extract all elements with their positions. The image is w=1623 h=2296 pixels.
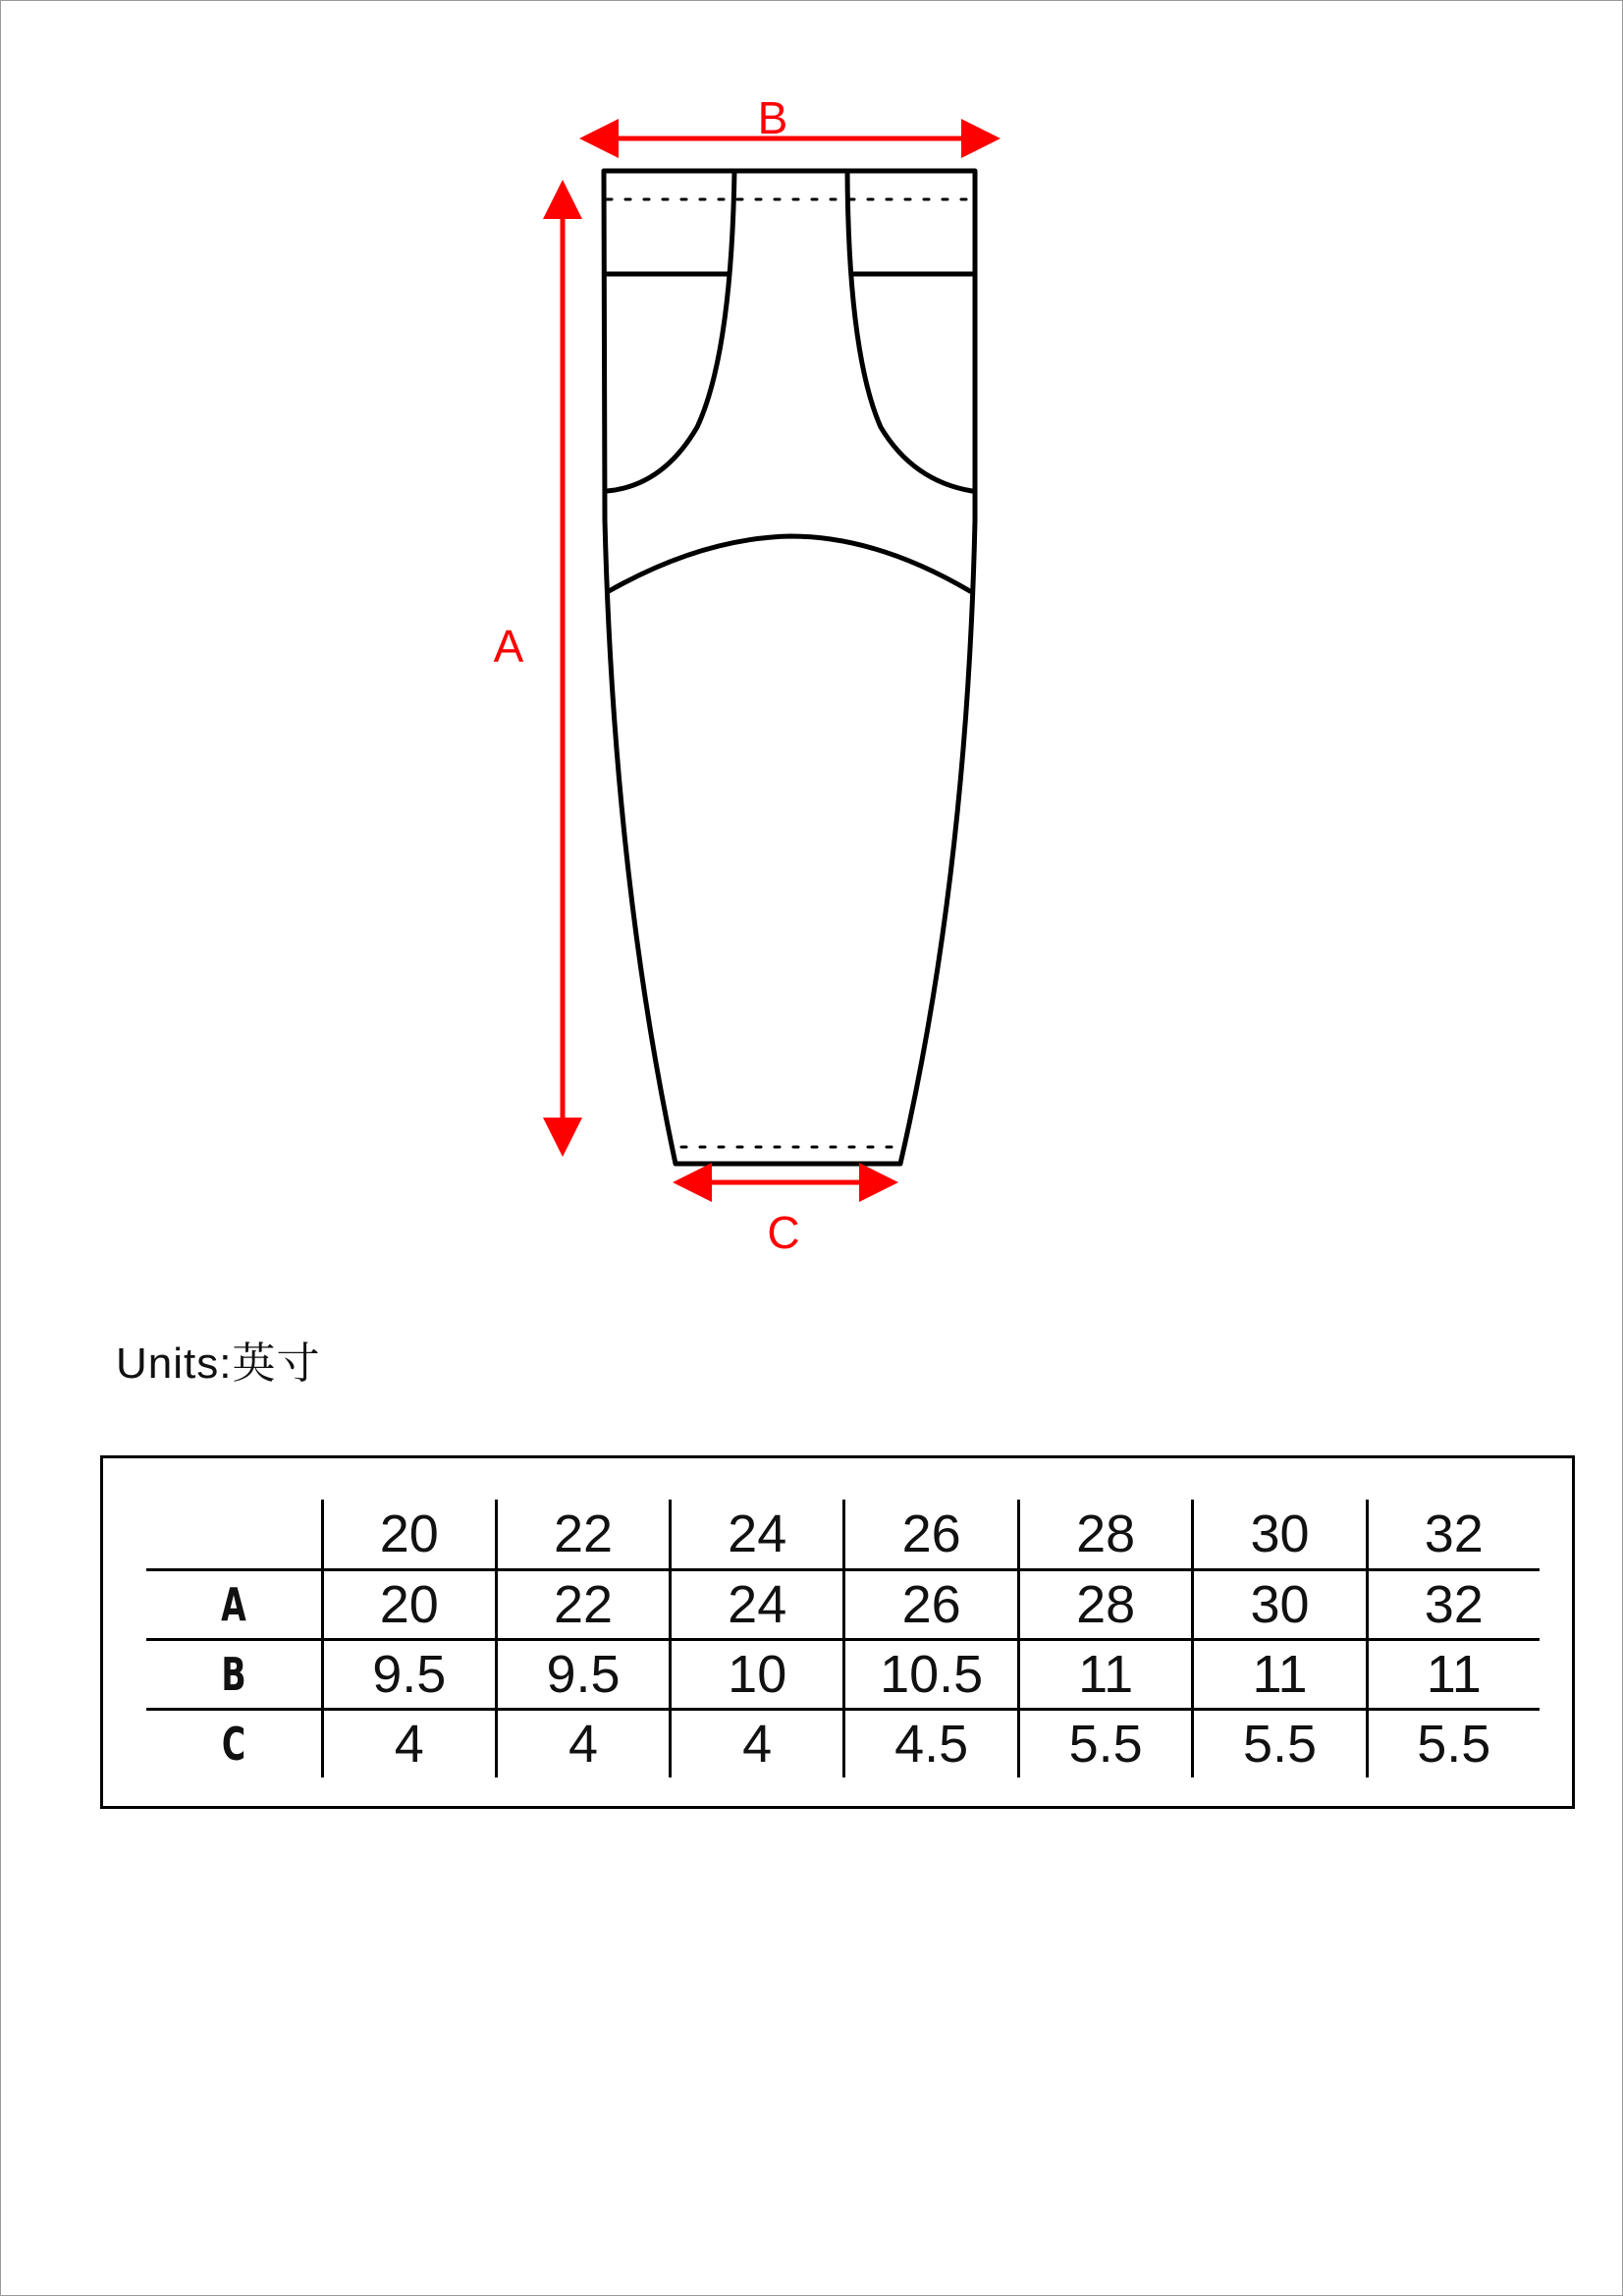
table-cell: 11 <box>1367 1640 1540 1710</box>
table-cell: 10 <box>671 1640 844 1710</box>
header-size-cell: 30 <box>1193 1500 1367 1570</box>
pants-outline <box>604 171 975 1164</box>
table-row <box>146 1710 1540 1778</box>
table-cell: 5.5 <box>1367 1710 1540 1778</box>
table-cell: 28 <box>1019 1570 1193 1640</box>
table-header-row <box>146 1500 1540 1570</box>
table-cell: 10.5 <box>844 1640 1019 1710</box>
dimension-label-b: B <box>757 92 788 143</box>
dimension-arrows <box>563 138 966 1182</box>
row-label-b: B <box>171 1640 298 1710</box>
right-pocket-curve <box>847 171 972 491</box>
row-label-a: A <box>171 1570 298 1640</box>
table-cell: 24 <box>671 1570 844 1640</box>
table-cell: 11 <box>1019 1640 1193 1710</box>
table-cell: 4 <box>671 1710 844 1778</box>
table-cell: 20 <box>322 1570 496 1640</box>
header-size-cell: 24 <box>671 1500 844 1570</box>
left-pocket-curve <box>607 171 734 491</box>
table-cell: 5.5 <box>1193 1710 1367 1778</box>
dimension-label-c: C <box>767 1207 800 1258</box>
header-size-cell: 26 <box>844 1500 1019 1570</box>
table-cell: 9.5 <box>322 1640 496 1710</box>
size-table-frame <box>100 1455 1575 1809</box>
dimension-label-a: A <box>493 621 524 672</box>
table-cell: 30 <box>1193 1570 1367 1640</box>
size-table <box>146 1500 1540 1777</box>
table-cell: 11 <box>1193 1640 1367 1710</box>
table-corner-cell <box>171 1500 298 1570</box>
table-cell: 22 <box>496 1570 670 1640</box>
table-cell: 32 <box>1367 1570 1540 1640</box>
table-cell: 4 <box>322 1710 496 1778</box>
yoke-seam-curve <box>609 536 970 591</box>
table-cell: 4 <box>496 1710 670 1778</box>
table-row <box>146 1640 1540 1710</box>
pants-silhouette <box>604 171 975 1164</box>
table-cell: 26 <box>844 1570 1019 1640</box>
table-cell: 9.5 <box>496 1640 670 1710</box>
table-cell: 4.5 <box>844 1710 1019 1778</box>
header-size-cell: 22 <box>496 1500 670 1570</box>
header-size-cell: 32 <box>1367 1500 1540 1570</box>
row-label-c: C <box>171 1710 298 1778</box>
header-size-cell: 28 <box>1019 1500 1193 1570</box>
table-cell: 5.5 <box>1019 1710 1193 1778</box>
header-size-cell: 20 <box>322 1500 496 1570</box>
units-label: Units:英寸 <box>116 1339 321 1388</box>
table-row <box>146 1570 1540 1640</box>
